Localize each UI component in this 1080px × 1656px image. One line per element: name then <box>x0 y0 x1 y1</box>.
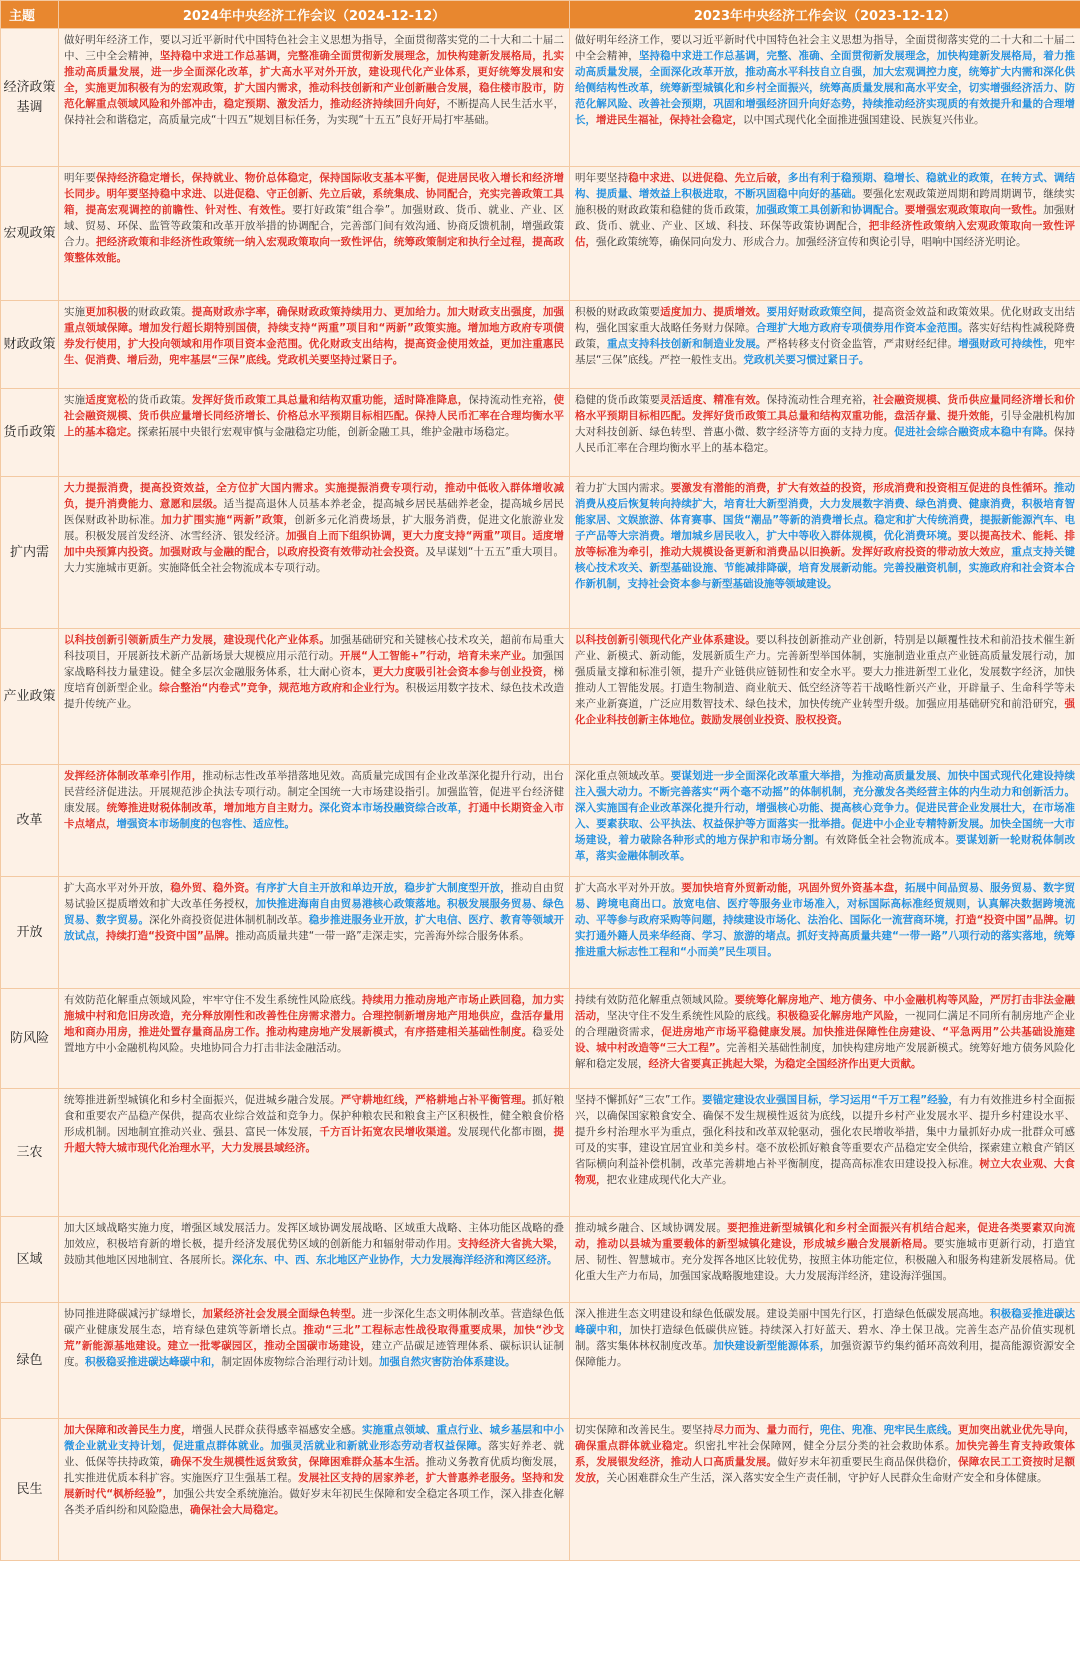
body-text: 梯度培育创新型企业。 <box>64 666 565 694</box>
body-text: 织密扎牢社会保障网，健全分层分类的社会救助体系。 <box>694 1440 956 1452</box>
highlight-text: 千方百计拓宽农民增收渠道。 <box>319 1126 458 1138</box>
highlight-text: 更加积极 <box>85 306 128 318</box>
body-text: 引导金融机构加大对科技创新、绿色转型、普惠小微、数字经济等方面的支持力度。 <box>575 410 1076 438</box>
row-topic: 绿色 <box>1 1303 59 1419</box>
highlight-text: 积极稳妥推进碳达峰碳中和， <box>575 1308 1076 1336</box>
highlight-text: 以科技创新引领新质生产力发展， <box>64 634 224 646</box>
body-text: 加强资源节约集约循环高效利用，提高能源资源安全保障能力。 <box>575 1340 1076 1368</box>
highlight-text: 提升超大特大城市现代化治理水平，大力发展县域经济。 <box>64 1126 565 1154</box>
body-text: 发展现代化都市圈， <box>457 1126 554 1138</box>
body-text: 推动义务教育优质均衡发展，扎实推进优质本科扩容。实施医疗卫生强基工程。 <box>64 1456 565 1484</box>
body-text: 制定固体废物综合治理行动计划。 <box>221 1356 379 1368</box>
body-text: 把农业建成现代化大产业。 <box>606 1174 733 1186</box>
highlight-text: 积极稳妥化解房地产风险， <box>777 1010 905 1022</box>
highlight-text: 强化企业科技创新主体地位。鼓励发展创业投资、股权投资。 <box>575 698 1075 726</box>
cell-2023 <box>570 629 1080 765</box>
cell-2024 <box>59 629 570 765</box>
highlight-text: 明年要坚持稳中求进、以进促稳、守正创新、先立后破，系统集成、协同配合，充实完善政策工具箱，提高宏观调控的前瞻性、针对性、有效性。 <box>64 188 565 216</box>
highlight-text: 使社会融资规模、货币供应量增长同经济增长、价格总水平预期目标相匹配。保持人民币汇率在合理均衡水平上的基本稳定。 <box>64 394 565 438</box>
body-text: 关心困难群众生产生活，深入落实安全生产责任制，守护好人民群众生命财产安全和身体健康。 <box>606 1472 1048 1484</box>
highlight-text: 发挥经济体制改革牵引作用， <box>64 770 203 782</box>
body-text: 稳妥处置地方中小金融机构风险。央地协同合力打击非法金融活动。 <box>64 1026 565 1054</box>
body-text: 加大区域战略实施力度，增强区域发展活力。发挥区域协调发展战略、区域重大战略、主体功能区战略的叠加效应，积极培育新的增长极，提升经济发展优势区域的创新能力和辐射带动作用。 <box>64 1222 564 1250</box>
header-2024: 2024年中央经济工作会议（2024-12-12） <box>59 1 570 29</box>
row-topic: 产业政策 <box>1 629 59 765</box>
table-row <box>1 1089 1080 1217</box>
highlight-text: 要谋划新一轮财税体制改革，落实金融体制改革。 <box>575 834 1076 862</box>
highlight-text: 更大力度吸引社会资本参与创业投资， <box>372 666 554 678</box>
body-text: 加强公共安全系统施治。 <box>173 1488 290 1500</box>
highlight-text: 打造“投资中国”品牌。 <box>955 914 1065 926</box>
highlight-text: 加大财政支出强度，加强重点领域保障。 <box>64 306 565 334</box>
body-text: 推动高质量共建“一带一路”走深走实，完善海外综合服务体系。 <box>235 930 530 942</box>
table-row <box>1 1419 1080 1561</box>
body-text: 落实好养老、就业、低保等扶持政策， <box>64 1440 565 1468</box>
highlight-text: 保持经济稳定增长，保持就业、物价总体稳定，保持国际收支基本平衡，促进居民收入增长和经济增长同步。 <box>64 172 565 200</box>
highlight-text: 加快完善生育支持政策体系，发展银发经济，推动人口高质量发展。 <box>575 1440 1076 1468</box>
row-topic: 宏观政策 <box>1 167 59 301</box>
highlight-text: 加力扩围实施“两新”政策， <box>161 514 295 526</box>
body-text: 保持流动性合理充裕， <box>766 394 873 406</box>
body-text: 做好岁末年初重要民生商品保供稳价， <box>777 1456 959 1468</box>
row-topic: 三农 <box>1 1089 59 1217</box>
body-text: 有效降低全社会物流成本。 <box>825 834 956 846</box>
cell-2024 <box>59 1089 570 1217</box>
table-row <box>1 1303 1080 1419</box>
body-text: 深入推进生态文明建设和绿色低碳发展。建设美丽中国先行区，打造绿色低碳发展高地。 <box>575 1308 991 1320</box>
highlight-text: 实施重点领域、重点行业、城乡基层和中小微企业就业支持计划，促进重点群体就业。加强灵活就业和新就业形态劳动者权益保障。 <box>64 1424 565 1452</box>
highlight-text: 统筹推进财税体制改革，增加地方自主财力。 <box>106 802 320 814</box>
body-text: 协同推进降碳减污扩绿增长， <box>64 1308 203 1320</box>
highlight-text: 保障农民工工资按时足额发放， <box>575 1456 1076 1484</box>
highlight-text: 增强财政可持续性， <box>958 338 1054 350</box>
highlight-text: 推动“三北”工程标志性战役取得重要成果，加快“沙戈荒”新能源基地建设。建立一批零碳园区，推动全国碳市场建设， <box>64 1324 565 1352</box>
row-topic: 扩内需 <box>1 477 59 629</box>
highlight-text: 增强资本市场制度的包容性、适应性。 <box>116 818 295 830</box>
body-text: 明年要坚持 <box>575 172 629 184</box>
body-text: 加强财政、货币、就业、产业、区域、科技、环保等政策协调配合， <box>575 204 1076 232</box>
body-text: 严格转移支付资金监管，严肃财经纪律。 <box>766 338 959 350</box>
body-text: 推动城乡融合、区域协调发展。 <box>575 1222 728 1234</box>
cell-2024 <box>59 477 570 629</box>
highlight-text: 重点支持关键核心技术攻关、新型基础设施、节能减排降碳，培育发展新动能。完善投融资机制，实施政府和社会资本合作新机制，支持社会资本参与新型基础设施等领域建设。 <box>575 546 1076 590</box>
row-topic: 防风险 <box>1 989 59 1089</box>
highlight-text: 促进房地产市场平稳健康发展。加快推进保障性住房建设、“平急两用”公共基础设施建设、城中村改造等“三大工程”。 <box>575 1026 1075 1054</box>
highlight-text: 促进社会综合融资成本稳中有降。 <box>894 426 1054 438</box>
body-text: 进一步深化生态文明体制改革。营造绿色低碳产业健康发展生态，培育绿色建筑等新增长点。 <box>64 1308 565 1336</box>
body-text: 探索拓展中央银行宏观审慎与金融稳定功能，创新金融工具，维护金融市场稳定。 <box>137 426 516 438</box>
body-text: 完善相关基础性制度，加快构建房地产发展新模式。统筹好地方债务风险化解和稳定发展， <box>575 1042 1075 1070</box>
table-row <box>1 989 1080 1089</box>
cell-2024 <box>59 1217 570 1303</box>
highlight-text: 要谋划进一步全面深化改革重大举措，为推动高质量发展、加快中国式现代化建设持续注入强大动力。不断完善落实“两个毫不动摇”的体制机制，充分激发各类经营主体的内生动力和创新活力。深入实施国有企业改革深化提升行动，增强核心功能、提高核心竞争力。促进民营企业发展壮大，在市场准入、要素获取、公平执法、权益保护等方面落实一批举措。促进中小企业专精特新发展。 <box>575 770 1076 830</box>
body-text: 实施 <box>64 394 86 406</box>
highlight-text: 稳中求进、以进促稳、先立后破， <box>628 172 788 184</box>
highlight-text: 发展社区支持的居家养老，扩大普惠养老服务。坚持和发展新时代“枫桥经验”， <box>64 1472 564 1500</box>
table-row <box>1 629 1080 765</box>
row-topic: 民生 <box>1 1419 59 1561</box>
highlight-text: 深化资本市场投融资综合改革， <box>319 802 469 814</box>
body-text: 稳健的货币政策要 <box>575 394 661 406</box>
body-text: 要以科技创新推动产业创新，特别是以颠覆性技术和前沿技术催生新产业、新模式、新动能，发展新质生产力。完善新型举国体制，实施制造业重点产业链高质量发展行动，加强质量支撑和标准引领，提升产业链供应链韧性和安全水平。要大力推进新型工业化，发展数字经济，加快推动人工智能发展。打造生物制造、商业航天、低空经济等若干战略性新兴产业，开辟量子、生命科学等未来产业新赛道，广泛应用数智技术、绿色技术，加快传统产业转型升级。加强应用基础研究和前沿研究， <box>575 634 1076 710</box>
body-text: 兜牢基层“三保”底线。严控一般性支出。 <box>575 338 1076 366</box>
body-text: 抓好粮食和重要农产品稳产保供，提高农业综合效益和竞争力。保护种粮农民和粮食主产区积极性，健全粮食价格形成机制。因地制宜推动兴业、强县、富民一体发展， <box>64 1094 565 1138</box>
cell-2024 <box>59 389 570 477</box>
body-text: 坚持不懈抓好“三农”工作。 <box>575 1094 703 1106</box>
row-topic: 货币政策 <box>1 389 59 477</box>
table-row <box>1 877 1080 989</box>
highlight-text: 提高财政赤字率，确保财政政策持续用力、更加给力。 <box>191 306 448 318</box>
highlight-text: 要把推进新型城镇化和乡村全面振兴有机结合起来，促进各类要素双向流动，推动以县城为重要载体的新型城镇化建设，形成城乡融合发展新格局。 <box>575 1222 1076 1250</box>
highlight-text: 稳外贸、稳外资。 <box>170 882 256 894</box>
highlight-text: 社会融资规模、货币供应量同经济增长和价格水平预期目标相匹配。发挥好货币政策工具总量和结构双重功能，盘活存量、提升效能， <box>575 394 1076 422</box>
table-row <box>1 765 1080 877</box>
highlight-text: 坚持稳中求进工作总基调， <box>159 50 288 62</box>
cell-2024 <box>59 301 570 389</box>
highlight-text: 稳步推进服务业开放，扩大电信、医疗、教育等领域开放试点， <box>64 914 565 942</box>
highlight-text: 要激发有潜能的消费，扩大有效益的投资，形成消费和投资相互促进的良性循环。 <box>670 482 1054 494</box>
body-text: 一视同仁满足不同所有制房地产企业的合理融资需求， <box>575 1010 1076 1038</box>
highlight-text: 灵活适度、精准有效。 <box>660 394 767 406</box>
body-text: 及早谋划“十五五”重大项目。大力实施城市更新。实施降低全社会物流成本专项行动。 <box>64 546 564 574</box>
body-text: 要打好政策“组合拳”。加强财政、货币、就业、产业、区域、贸易、环保、监管等政策和改革开放举措的协调配合，完善部门间有效沟通、协商反馈机制，增强政策合力。 <box>64 204 564 248</box>
highlight-text: 加紧经济社会发展全面绿色转型。 <box>202 1308 362 1320</box>
highlight-text: 综合整治“内卷式”竞争，规范地方政府和企业行为。 <box>159 682 406 694</box>
highlight-text: 完整准确全面贯彻新发展理念，加快构建新发展格局，扎实推动高质量发展，进一步全面深化改革，扩大高水平对外开放，建设现代化产业体系，更好统筹发展和安全，实施更加积极有为的宏观政策，扩大国内需求，推动科技创新和产业创新融合发展，稳住楼市股市，防范化解重点领域风险和外部冲击，稳定预期、激发活力，推动经济持续回升向好， <box>64 50 565 110</box>
highlight-text: 加强政策工具创新和协调配合。 <box>755 204 905 216</box>
table-row <box>1 389 1080 477</box>
highlight-text: 有序扩大自主开放和单边开放，稳步扩大制度型开放， <box>255 882 511 894</box>
highlight-text: 要统筹化解房地产、地方债务、中小金融机构等风险，严厉打击非法金融活动， <box>575 994 1076 1022</box>
body-text: 提高资金效益和政策效果。优化财政支出结构，强化国家重大战略任务财力保障。 <box>575 306 1076 334</box>
cell-2023 <box>570 989 1080 1089</box>
row-topic: 开放 <box>1 877 59 989</box>
body-text: 加强国家战略科技力量建设。健全多层次金融服务体系，壮大耐心资本， <box>64 650 564 678</box>
body-text: 坚决守住不发生系统性风险的底线。 <box>606 1010 778 1022</box>
highlight-text: 要增强宏观政策取向一致性。 <box>904 204 1044 216</box>
highlight-text: 加强自然灾害防治体系建设。 <box>379 1356 516 1368</box>
cell-2024 <box>59 989 570 1089</box>
cell-2023 <box>570 1303 1080 1419</box>
table-body <box>1 29 1080 1561</box>
highlight-text: 加快推进海南自由贸易港核心政策落地。积极发展服务贸易、绿色贸易、数字贸易。 <box>64 898 565 926</box>
header-topic: 主题 <box>1 1 59 29</box>
highlight-text: 大力提振消费，提高投资效益，全方位扩大国内需求。 <box>64 482 326 494</box>
highlight-text: 多出有利于稳预期、稳增长、稳就业的政策，在转方式、调结构、提质量、增效益上积极进取，不断巩固稳中向好的基础。 <box>575 172 1076 200</box>
cell-2023 <box>570 477 1080 629</box>
body-text: 保持人民币汇率在合理均衡水平上的基本稳定。 <box>575 426 1076 454</box>
highlight-text: 开展“人工智能+”行动，培育未来产业。 <box>339 650 533 662</box>
highlight-text: 增加发行超长期特别国债，持续支持“两重”项目和“两新”政策实施。增加地方政府专项债券发行使用，扩大投向领域和用作项目资本金范围。优化财政支出结构，提高资金使用效益，更加注重惠民生、促消费、增后劲，兜牢基层“三保”底线。党政机关要坚持过紧日子。 <box>64 322 565 366</box>
body-text: 以中国式现代化全面推进强国建设、民族复兴伟业。 <box>743 114 985 126</box>
cell-2024 <box>59 1303 570 1419</box>
highlight-text: 建设现代化产业体系。 <box>223 634 331 646</box>
body-text: 落实好结构性减税降费政策， <box>575 322 1076 350</box>
table-row <box>1 29 1080 167</box>
body-text: 做好岁末年初民生保障和安全稳定各项工作，深入排查化解各类矛盾纠纷和风险隐患， <box>64 1488 565 1516</box>
body-text: 要实施城市更新行动，打造宜居、韧性、智慧城市。充分发挥各地区比较优势，按照主体功能定位，积极融入和服务构建新发展格局。优化重大生产力布局，加强国家战略腹地建设。大力发展海洋经济，建设海洋强国。 <box>575 1238 1076 1282</box>
highlight-text: 要用好财政政策空间， <box>766 306 873 318</box>
highlight-text: 经济大省要真正挑起大梁，为稳定全国经济作出更大贡献。 <box>648 1058 922 1070</box>
body-text: 持续有效防范化解重点领域风险。 <box>575 994 735 1006</box>
body-text: 有效防范化解重点领域风险，牢牢守住不发生系统性风险底线。 <box>64 994 362 1006</box>
row-topic: 区域 <box>1 1217 59 1303</box>
highlight-text: 持续打造“投资中国”品牌。 <box>106 930 236 942</box>
body-text: 创新多元化消费场景，扩大服务消费，促进文化旅游业发展。积极发展首发经济、冰雪经济、银发经济。 <box>64 514 564 542</box>
body-text: 扩大高水平对外开放。 <box>575 882 682 894</box>
header-2023: 2023年中央经济工作会议（2023-12-12） <box>570 1 1080 29</box>
body-text: 的财政政策。 <box>127 306 192 318</box>
row-topic: 财政政策 <box>1 301 59 389</box>
highlight-text: 以科技创新引领现代化产业体系建设。 <box>575 634 756 646</box>
highlight-text: 要加快培育外贸新动能，巩固外贸外资基本盘， <box>681 882 905 894</box>
body-text: 积极运用数字技术、绿色技术改造提升传统产业。 <box>64 682 565 710</box>
highlight-text: 要锚定建设农业强国目标，学习运用“千万工程”经验， <box>702 1094 959 1106</box>
body-text: 鼓励其他地区因地制宜、各展所长。 <box>64 1254 232 1266</box>
body-text: 强化政策统筹，确保同向发力、形成合力。加强经济宣传和舆论引导，唱响中国经济光明论。 <box>596 236 1027 248</box>
body-text: 建立产品碳足迹管理体系、碳标识认证制度。 <box>64 1340 564 1368</box>
body-text: 保持流动性充裕， <box>468 394 554 406</box>
body-text: 适当提高退休人员基本养老金，提高城乡居民基础养老金，提高城乡居民医保财政补助标准。 <box>64 498 565 526</box>
body-text: 着力扩大国内需求。 <box>575 482 671 494</box>
table-row <box>1 1217 1080 1303</box>
highlight-text: 尽力而为、量力而行， <box>713 1424 820 1436</box>
cell-2023 <box>570 167 1080 301</box>
highlight-text: 打通中长期资金入市卡点堵点， <box>64 802 565 830</box>
body-text: 不断提高人民生活水平，保持社会和谐稳定，高质量完成“十四五”规划目标任务，为实现“十五五”良好开局打牢基础。 <box>64 98 565 126</box>
highlight-text: 确保社会大局稳定。 <box>190 1504 285 1516</box>
highlight-text: 加快全国统一大市场建设，着力破除各种形式的地方保护和市场分割。 <box>575 818 1076 846</box>
cell-2023 <box>570 389 1080 477</box>
highlight-text: 拓展中间品贸易、服务贸易、数字贸易、跨境电商出口。放宽电信、医疗等服务业市场准入，对标国际高标准经贸规则，认真解决数据跨境流动、平等参与政府采购等问题，持续建设市场化、法治化、国际化一流营商环境， <box>575 882 1076 926</box>
body-text: 深化重点领域改革。 <box>575 770 671 782</box>
highlight-text: 适度宽松 <box>85 394 128 406</box>
highlight-text: 适度加力、提质增效。 <box>660 306 767 318</box>
cell-2024 <box>59 29 570 167</box>
cell-2023 <box>570 29 1080 167</box>
body-text: 的货币政策。 <box>127 394 192 406</box>
body-text: 扩大高水平对外开放， <box>64 882 171 894</box>
body-text: 加强基础研究和关键核心技术攻关，超前布局重大科技项目，开展新技术新产品新场景大规模应用示范行动。 <box>64 634 565 662</box>
body-text: 统筹推进新型城镇化和乡村全面振兴，促进城乡融合发展。 <box>64 1094 341 1106</box>
cell-2023 <box>570 1089 1080 1217</box>
cell-2024 <box>59 765 570 877</box>
highlight-text: 要以提高技术、能耗、排放等标准为牵引，推动大规模设备更新和消费品以旧换新。发挥好政府投资的带动放大效应， <box>575 530 1076 558</box>
header-row <box>1 1 1080 29</box>
highlight-text: 确保不发生规模性返贫致贫，保障困难群众基本生活。 <box>170 1456 426 1468</box>
highlight-text: 发挥好货币政策工具总量和结构双重功能，适时降准降息， <box>191 394 469 406</box>
highlight-text: 增进民生福祉，保持社会稳定， <box>596 114 743 126</box>
table-row <box>1 477 1080 629</box>
cell-2023 <box>570 1419 1080 1561</box>
highlight-text: 深化东、中、西、东北地区产业协作，大力发展海洋经济和湾区经济。 <box>232 1254 558 1266</box>
highlight-text: 坚持稳中求进工作总基调，完整、准确、全面贯彻新发展理念，加快构建新发展格局，着力推动高质量发展，全面深化改革开放，推动高水平科技自立自强，加大宏观调控力度，统筹扩大内需和深化供给侧结构性改革，统筹新型城镇化和乡村全面振兴，统筹高质量发展和高水平安全，切实增强经济活力、防范化解风险、改善社会预期，巩固和增强经济回升向好态势，持续推动经济实现质的有效提升和量的合理增长， <box>575 50 1076 126</box>
highlight-text: 持续用力推动房地产市场止跌回稳，加力实施城中村和危旧房改造，充分释放刚性和改善性住房需求潜力。合理控制新增房地产用地供应，盘活存量用地和商办用房，推进处置存量商品房工作。推动构建房地产发展新模式，有序搭建相关基础性制度。 <box>64 994 565 1038</box>
cell-2024 <box>59 167 570 301</box>
highlight-text: 切实打通外籍人员来华经商、学习、旅游的堵点。抓好支持高质量共建“一带一路”八项行动的落实落地，统筹推进重大标志性工程和“小而美”民生项目。 <box>575 914 1076 958</box>
highlight-text: 兜住、兜准、兜牢民生底线。 <box>819 1424 959 1436</box>
cell-2023 <box>570 301 1080 389</box>
highlight-text: 党政机关要习惯过紧日子。 <box>743 354 870 366</box>
body-text: 切实保障和改善民生。要坚持 <box>575 1424 714 1436</box>
cell-2024 <box>59 877 570 989</box>
cell-2023 <box>570 1217 1080 1303</box>
highlight-text: 重点支持科技创新和制造业发展。 <box>606 338 767 350</box>
table-row <box>1 301 1080 389</box>
body-text: 有力有效推进乡村全面振兴，以确保国家粮食安全、确保不发生规模性返贫为底线，以提升乡村产业发展水平、提升乡村建设水平、提升乡村治理水平为重点，强化科技和改革双轮驱动，强化农民增收举措，集中力量抓好办成一批群众可感可及的实事，建设宜居宜业和美乡村。毫不放松抓好粮食等重要农产品稳定安全供给，探索建立粮食产销区省际横向利益补偿机制，改革完善耕地占补平衡制度，提高高标准农田建设投入标准。 <box>575 1094 1075 1170</box>
highlight-text: 严守耕地红线，严格耕地占补平衡管理。 <box>340 1094 533 1106</box>
highlight-text: 加大保障和改善民生力度， <box>64 1424 192 1436</box>
body-text: 推动标志性改革举措落地见效。高质量完成国有企业改革深化提升行动，出台民营经济促进法。开展规范涉企执法专项行动。制定全国统一大市场建设指引。加强监管，促进平台经济健康发展。 <box>64 770 565 814</box>
body-text: 要强化宏观政策逆周期和跨周期调节，继续实施积极的财政政策和稳健的货币政策， <box>575 188 1076 216</box>
body-text: 深化外商投资促进体制机制改革。 <box>149 914 309 926</box>
body-text: 明年要 <box>64 172 96 184</box>
cell-2023 <box>570 877 1080 989</box>
table-row <box>1 167 1080 301</box>
body-text: 增强人民群众获得感幸福感安全感。 <box>191 1424 362 1436</box>
highlight-text: 实施提振消费专项行动，推动中低收入群体增收减负，提升消费能力、意愿和层级。 <box>64 482 565 510</box>
highlight-text: 更加突出就业优先导向，确保重点群体就业稳定。 <box>575 1424 1076 1452</box>
highlight-text: 加强自上而下组织协调，更大力度支持“两重”项目。适度增加中央预算内投资。加强财政与金融的配合，以政府投资有效带动社会投资。 <box>64 530 565 558</box>
row-topic: 经济政策基调 <box>1 29 59 167</box>
body-text: 做好明年经济工作，要以习近平新时代中国特色社会主义思想为指导，全面贯彻落实党的二十大和二十届二中全会精神， <box>575 34 1075 62</box>
highlight-text: 把非经济性政策纳入宏观政策取向一致性评估， <box>575 220 1076 248</box>
cell-2024 <box>59 1419 570 1561</box>
highlight-text: 合理扩大地方政府专项债券用作资本金范围。 <box>755 322 969 334</box>
highlight-text: 把经济政策和非经济性政策统一纳入宏观政策取向一致性评估，统筹政策制定和执行全过程，提高政策整体效能。 <box>64 236 565 264</box>
highlight-text: 支持经济大省挑大梁， <box>457 1238 565 1250</box>
body-text: 积极的财政政策要 <box>575 306 661 318</box>
body-text: 加快打造绿色低碳供应链。持续深入打好蓝天、碧水、净土保卫战。完善生态产品价值实现机制。落实集体林权制度改革。 <box>575 1324 1075 1352</box>
body-text: 推动自由贸易试验区提质增效和扩大改革任务授权， <box>64 882 565 910</box>
highlight-text: 积极稳妥推进碳达峰碳中和， <box>85 1356 222 1368</box>
highlight-text: 推动消费从疫后恢复转向持续扩大，培育壮大新型消费，大力发展数字消费、绿色消费、健康消费，积极培育智能家居、文娱旅游、体育赛事、国货“潮品”等新的消费增长点。稳定和扩大传统消费，提振新能源汽车、电子产品等大宗消费。增加城乡居民收入，扩大中等收入群体规模，优化消费环境。 <box>575 482 1076 542</box>
cell-2023 <box>570 765 1080 877</box>
highlight-text: 加快建设新型能源体系， <box>713 1340 831 1352</box>
row-topic: 改革 <box>1 765 59 877</box>
highlight-text: 树立大农业观、大食物观， <box>575 1158 1076 1186</box>
body-text: 做好明年经济工作，要以习近平新时代中国特色社会主义思想为指导，全面贯彻落实党的二十大和二十届二中、三中全会精神， <box>64 34 564 62</box>
body-text: 实施 <box>64 306 86 318</box>
